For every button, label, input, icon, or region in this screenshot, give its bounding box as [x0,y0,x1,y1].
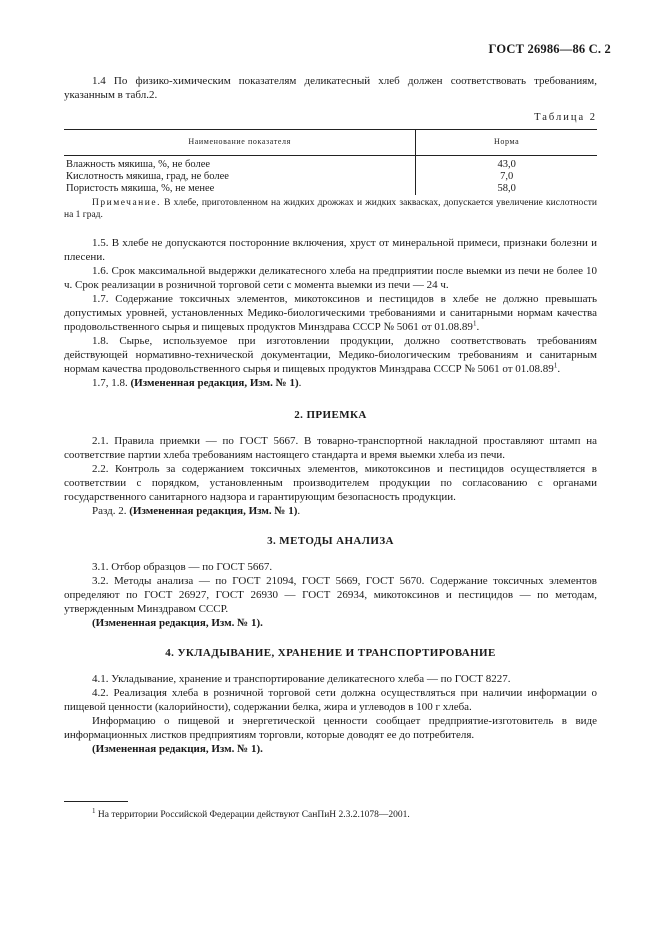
period: . [557,363,561,375]
footnote-text: На территории Российской Федерации действуют СанПиН 2.3.2.1078—2001. [95,810,410,820]
paragraph-1-8-text: 1.8. Сырье, используемое при изготовлении продукции, должно соответствовать требованиям действующей нормативно-технической документации, Медико-биологическим требованиям и санитарным нормам качества продовольственного сырья и пищевых продуктов Минздрава СССР № 5061 от 01.08.89 [64,335,597,375]
paragraph-4-info: Информацию о пищевой и энергетической ценности сообщает предприятие-изготовитель в виде информационных листков предприятиям торговли, которые доводят ее до потребителя. [64,715,597,741]
column-header-indicator: Наименование показателя [64,130,416,156]
paragraph-1-7-text: 1.7. Содержание токсичных элементов, микотоксинов и пестицидов в хлебе не должно превышать допустимых уровней, установленных Медико-биологическими требованиями и санитарными нормам качества продовольственного сырья и пищевых продуктов Минздрава СССР № 5061 от 01.08.89 [64,293,597,333]
paragraph-2-1: 2.1. Правила приемки — по ГОСТ 5667. В товарно-транспортной накладной проставляют штамп на соответствие партии хлеба требованиям настоящего стандарта и время выемки хлеба из печи. [64,435,597,461]
revision-note-1-7-1-8 [64,376,597,390]
cell-norm: 7,0 [500,171,514,182]
cell-norm: 58,0 [497,183,516,194]
table-row [64,171,597,183]
paragraph-1-8 [64,334,597,376]
revision-note-section-4: (Измененная редакция, Изм. № 1). [92,743,263,755]
paragraph-4-2: 4.2. Реализация хлеба в розничной торговой сети должна осуществляться при наличии информации о пищевой ценности (калорийности), содержании белка, жира и углеводов в 100 г хлеба. [64,687,597,713]
period: . [297,505,301,517]
table-2 [64,129,597,195]
footnote-divider [64,801,128,802]
cell-indicator: Кислотность мякиша, град, не более [64,171,416,183]
section-3-title: 3. МЕТОДЫ АНАЛИЗА [267,535,394,547]
paragraph-3-1: 3.1. Отбор образцов — по ГОСТ 5667. [92,561,273,573]
table-caption: Таблица 2 [534,112,597,123]
paragraph-2-2: 2.2. Контроль за содержанием токсичных элементов, микотоксинов и пестицидов осуществляется в соответствии с порядком, установленным производителем продукции по согласованию с органами государственного санитарного надзора и гарантирующим безопасность продукции. [64,463,597,503]
table-header-row [64,130,597,156]
page-header: ГОСТ 26986—86 С. 2 [488,42,611,56]
paragraph-4-1: 4.1. Укладывание, хранение и транспортирование деликатесного хлеба — по ГОСТ 8227. [92,673,511,685]
paragraph-3-2: 3.2. Методы анализа — по ГОСТ 21094, ГОСТ 5669, ГОСТ 5670. Содержание токсичных элементов определяют по ГОСТ 26927, ГОСТ 26930 — ГОСТ 26934, микотоксинов и пестицидов — по методам, утвержденным Минздравом СССР. [64,575,597,615]
paragraph-1-4: 1.4 По физико-химическим показателям деликатесный хлеб должен соответствовать требованиям, указанным в табл.2. [64,75,597,101]
cell-indicator: Влажность мякиша, %, не более [64,156,416,172]
document-body [64,74,597,756]
paragraph-1-5: 1.5. В хлебе не допускаются посторонние включения, хруст от минеральной примеси, признаки болезни и плесени. [64,237,597,263]
revision-note-section-3: (Измененная редакция, Изм. № 1). [92,617,263,629]
period: . [298,377,302,389]
paragraph-1-6: 1.6. Срок максимальной выдержки деликатесного хлеба на предприятии после выемки из печи не более 10 ч. Срок реализации в розничной торговой сети с момента выемки из печи — 24 ч. [64,265,597,291]
paragraph-1-7 [64,292,597,334]
revision-note-section-2 [64,504,597,518]
cell-indicator: Пористость мякиша, %, не менее [64,183,416,195]
cell-norm: 43,0 [497,159,516,170]
footnote [92,808,410,822]
column-header-norm: Норма [416,130,597,156]
table-row [64,183,597,195]
revision-prefix: Разд. 2. [92,505,130,517]
note-label: Примечание. [92,198,161,208]
footnote-mark: 1 [92,806,96,815]
footnote-ref: 1 [472,319,477,328]
period: . [476,321,480,333]
revision-prefix: 1.7, 1.8. [92,377,131,389]
footnote-ref: 1 [553,361,558,370]
table-note [64,197,597,221]
section-4-title: 4. УКЛАДЫВАНИЕ, ХРАНЕНИЕ И ТРАНСПОРТИРОВАНИЕ [165,647,496,659]
revision-label: (Измененная редакция, Изм. № 1) [129,505,298,517]
table-row [64,156,597,172]
revision-label: (Измененная редакция, Изм. № 1) [130,377,299,389]
note-text: В хлебе, приготовленном на жидких дрожжах и жидких заквасках, допускается увеличение кислотности на 1 град. [64,198,597,220]
section-2-title: 2. ПРИЕМКА [294,409,367,421]
